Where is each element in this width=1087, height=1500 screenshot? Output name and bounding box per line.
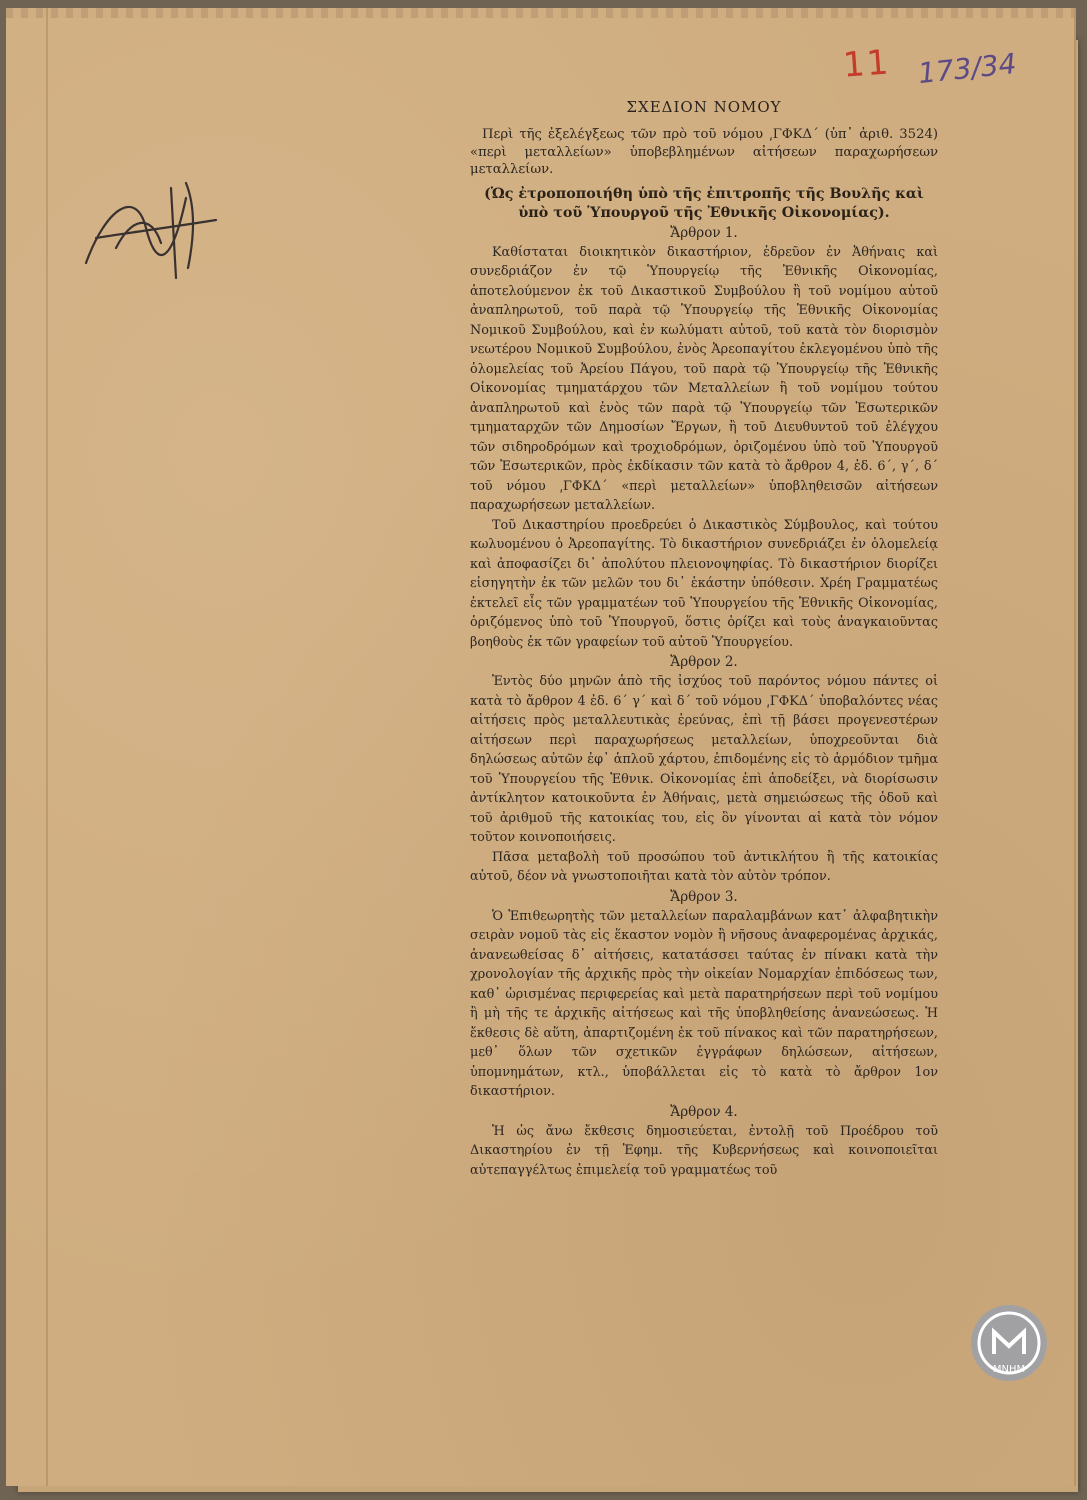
red-mark: 11 (841, 42, 892, 86)
folio-number: 173/34 (916, 46, 1018, 91)
article-paragraph: Ἐντὸς δύο μηνῶν ἀπὸ τῆς ἰσχύος τοῦ παρόντος νόμου πάντες οἱ κατὰ τὸ ἄρθρον 4 ἐδ. 6΄ γ΄ καὶ δ΄ τοῦ νόμου ͵ΓΦΚΔ΄ ὑποβαλόντες νέας αἰτήσεις πρὸς μεταλλευτικὰς ἐρεύνας, ἐπὶ τῇ βάσει προγενεστέρων αἰτήσεων περὶ παραχωρήσεως μεταλλείων, ὑποχρεοῦνται διὰ δηλώσεως αὐτῶν ἐφ᾿ ἁπλοῦ χάρτου, ἐπιδομένης εἰς τὸ ἁρμόδιον τμῆμα τοῦ Ὑπουργείου τῆς Ἐθνικ. Οἰκονομίας ἐπὶ ἀποδείξει, νὰ διορίσωσιν ἀντίκλητον κατοικοῦντα ἐν Ἀθήναις, μετὰ σημειώσεως τῆς ὁδοῦ καὶ τοῦ ἀριθμοῦ τῆς κατοικίας του, εἰς ὃν γίνονται αἱ κατὰ τὸν νόμον τοῦτον κοινοποιήσεις. (470, 674, 938, 845)
archive-seal-logo (968, 1302, 1050, 1384)
document-text (470, 98, 938, 1180)
fold-line (46, 8, 48, 1486)
article-heading: Ἄρθρον 1. (670, 224, 738, 241)
document-subtitle: Περὶ τῆς ἐξελέγξεως τῶν πρὸ τοῦ νόμου ͵ΓΦΚΔ΄ (ὑπ᾿ ἀριθ. 3524) «περὶ μεταλλείων» ὑποβεβλημένων αἰτήσεων παραχωρήσεων μεταλλείων. (470, 127, 938, 177)
article-paragraph: Πᾶσα μεταβολὴ τοῦ προσώπου τοῦ ἀντικλήτου ἢ τῆς κατοικίας αὐτοῦ, δέον νὰ γνωστοποιῆται κατὰ τὸν αὐτὸν τρόπον. (470, 849, 938, 884)
handwritten-signature (76, 168, 226, 288)
document-title: ΣΧΕΔΙΟΝ ΝΟΜΟΥ (626, 98, 782, 116)
seal-text: ΜΝΗΜ (992, 1364, 1026, 1375)
article-paragraph: Ἡ ὡς ἄνω ἔκθεσις δημοσιεύεται, ἐντολῇ τοῦ Προέδρου τοῦ Δικαστηρίου ἐν τῇ Ἐφημ. τῆς Κυβερνήσεως καὶ κοινοποιεῖται αὐτεπαγγέλτως ἐπιμελείᾳ τοῦ γραμματέως τοῦ (470, 1123, 938, 1178)
article-paragraph: Ὁ Ἐπιθεωρητὴς τῶν μεταλλείων παραλαμβάνων κατ᾿ ἀλφαβητικὴν σειρὰν νομοῦ τὰς εἰς ἕκαστον νομὸν ἢ νῆσους ἀναφερομένας ἀρχικάς, ἀνανεωθείσας δ᾿ αἰτήσεις, κατατάσσει ταύτας ἐν πίνακι κατὰ τὴν χρονολογίαν τῆς ἀρχικῆς πρὸς τὴν οἰκείαν Νομαρχίαν ἐπιδόσεως των, καθ᾿ ὡρισμένας περιφερείας καὶ μετὰ παρατηρήσεων περὶ τοῦ νομίμου ἢ μὴ τῆς τε ἀρχικῆς αἰτήσεως καὶ τῆς ὑποβληθείσης ἀνανεώσεως. Ἡ ἔκθεσις δὲ αὕτη, ἀπαρτιζομένη ἐκ τοῦ πίνακος καὶ τῶν παρατηρήσεων, μεθ᾿ ὅλων τῶν σχετικῶν ἐγγράφων δηλώσεων, αἰτήσεων, ὑπομνημάτων, κτλ., ὑποβάλλεται εἰς τὸ κατὰ τὸ ἄρθρον 1ον δικαστήριον. (470, 908, 938, 1099)
amendment-note: (Ὡς ἐτροποποιήθη ὑπὸ τῆς ἐπιτροπῆς τῆς Βουλῆς καὶ ὑπὸ τοῦ Ὑπουργοῦ τῆς Ἐθνικῆς Οἰκονομίας). (484, 185, 924, 221)
article-paragraph: Τοῦ Δικαστηρίου προεδρεύει ὁ Δικαστικὸς Σύμβουλος, καὶ τούτου κωλυομένου ὁ Ἀρεοπαγίτης. Τὸ δικαστήριον συνεδριάζει ἐν ὁλομελείᾳ καὶ ἀποφασίζει δι᾿ ἀπολύτου πλειονοψηφίας. Τὸ δικαστήριον διορίζει εἰσηγητὴν ἐκ τῶν μελῶν του δι᾿ ἑκάστην ὑπόθεσιν. Χρέη Γραμματέως ἐκτελεῖ εἷς τῶν γραμματέων τοῦ Ὑπουργείου τῆς Ἐθνικῆς Οἰκονομίας, ὁριζόμενος ὑπὸ τοῦ Ὑπουργοῦ, ὅστις ὁρίζει καὶ τοὺς ἀναγκαιοῦντας βοηθοὺς ἐκ τῶν γραφείων τοῦ αὐτοῦ Ὑπουργείου. (470, 517, 938, 650)
article-paragraph: Καθίσταται διοικητικὸν δικαστήριον, ἑδρεῦον ἐν Ἀθήναις καὶ συνεδριάζον ἐν τῷ Ὑπουργείῳ τῆς Ἐθνικῆς Οἰκονομίας, ἀποτελούμενον ἐκ τοῦ Δικαστικοῦ Συμβούλου ἢ τοῦ νομίμου αὐτοῦ ἀναπληρωτοῦ, τοῦ παρὰ τῷ Ὑπουργείῳ τῆς Ἐθνικῆς Οἰκονομίας Νομικοῦ Συμβούλου, καὶ ἐν κωλύματι αὐτοῦ, τοῦ κατὰ τὸν διορισμὸν νεωτέρου Νομικοῦ Συμβούλου, ἑνὸς Ἀρεοπαγίτου ἐκλεγομένου ὑπὸ τῆς ὁλομελείας τοῦ Ἀρείου Πάγου, τοῦ παρὰ τῷ Ὑπουργείῳ τῆς Ἐθνικῆς Οἰκονομίας τμηματάρχου τῶν Μεταλλείων ἢ τοῦ νομίμου τούτου ἀναπληρωτοῦ καὶ ἑνὸς τῶν παρὰ τῷ Ὑπουργείῳ τῶν Ἐσωτερικῶν τμηματαρχῶν τῶν Δημοσίων Ἔργων, ἢ τοῦ Διευθυντοῦ τοῦ ἐλέγχου τῶν σιδηροδρόμων καὶ τροχιοδρόμων, ὁριζομένου ὑπὸ τοῦ Ὑπουργοῦ τῶν Ἐσωτερικῶν, πρὸς ἐκδίκασιν τῶν κατὰ τὸ ἄρθρον 4, ἐδ. 6΄, γ΄, δ΄ τοῦ νόμου ͵ΓΦΚΔ΄ «περὶ μεταλλείων» ὑποβληθεισῶν αἰτήσεων παραχωρήσεων μεταλλείων. (470, 244, 938, 513)
article-heading: Ἄρθρον 4. (670, 1103, 738, 1120)
article-heading: Ἄρθρον 2. (670, 654, 738, 670)
article-heading: Ἄρθρον 3. (670, 888, 738, 905)
